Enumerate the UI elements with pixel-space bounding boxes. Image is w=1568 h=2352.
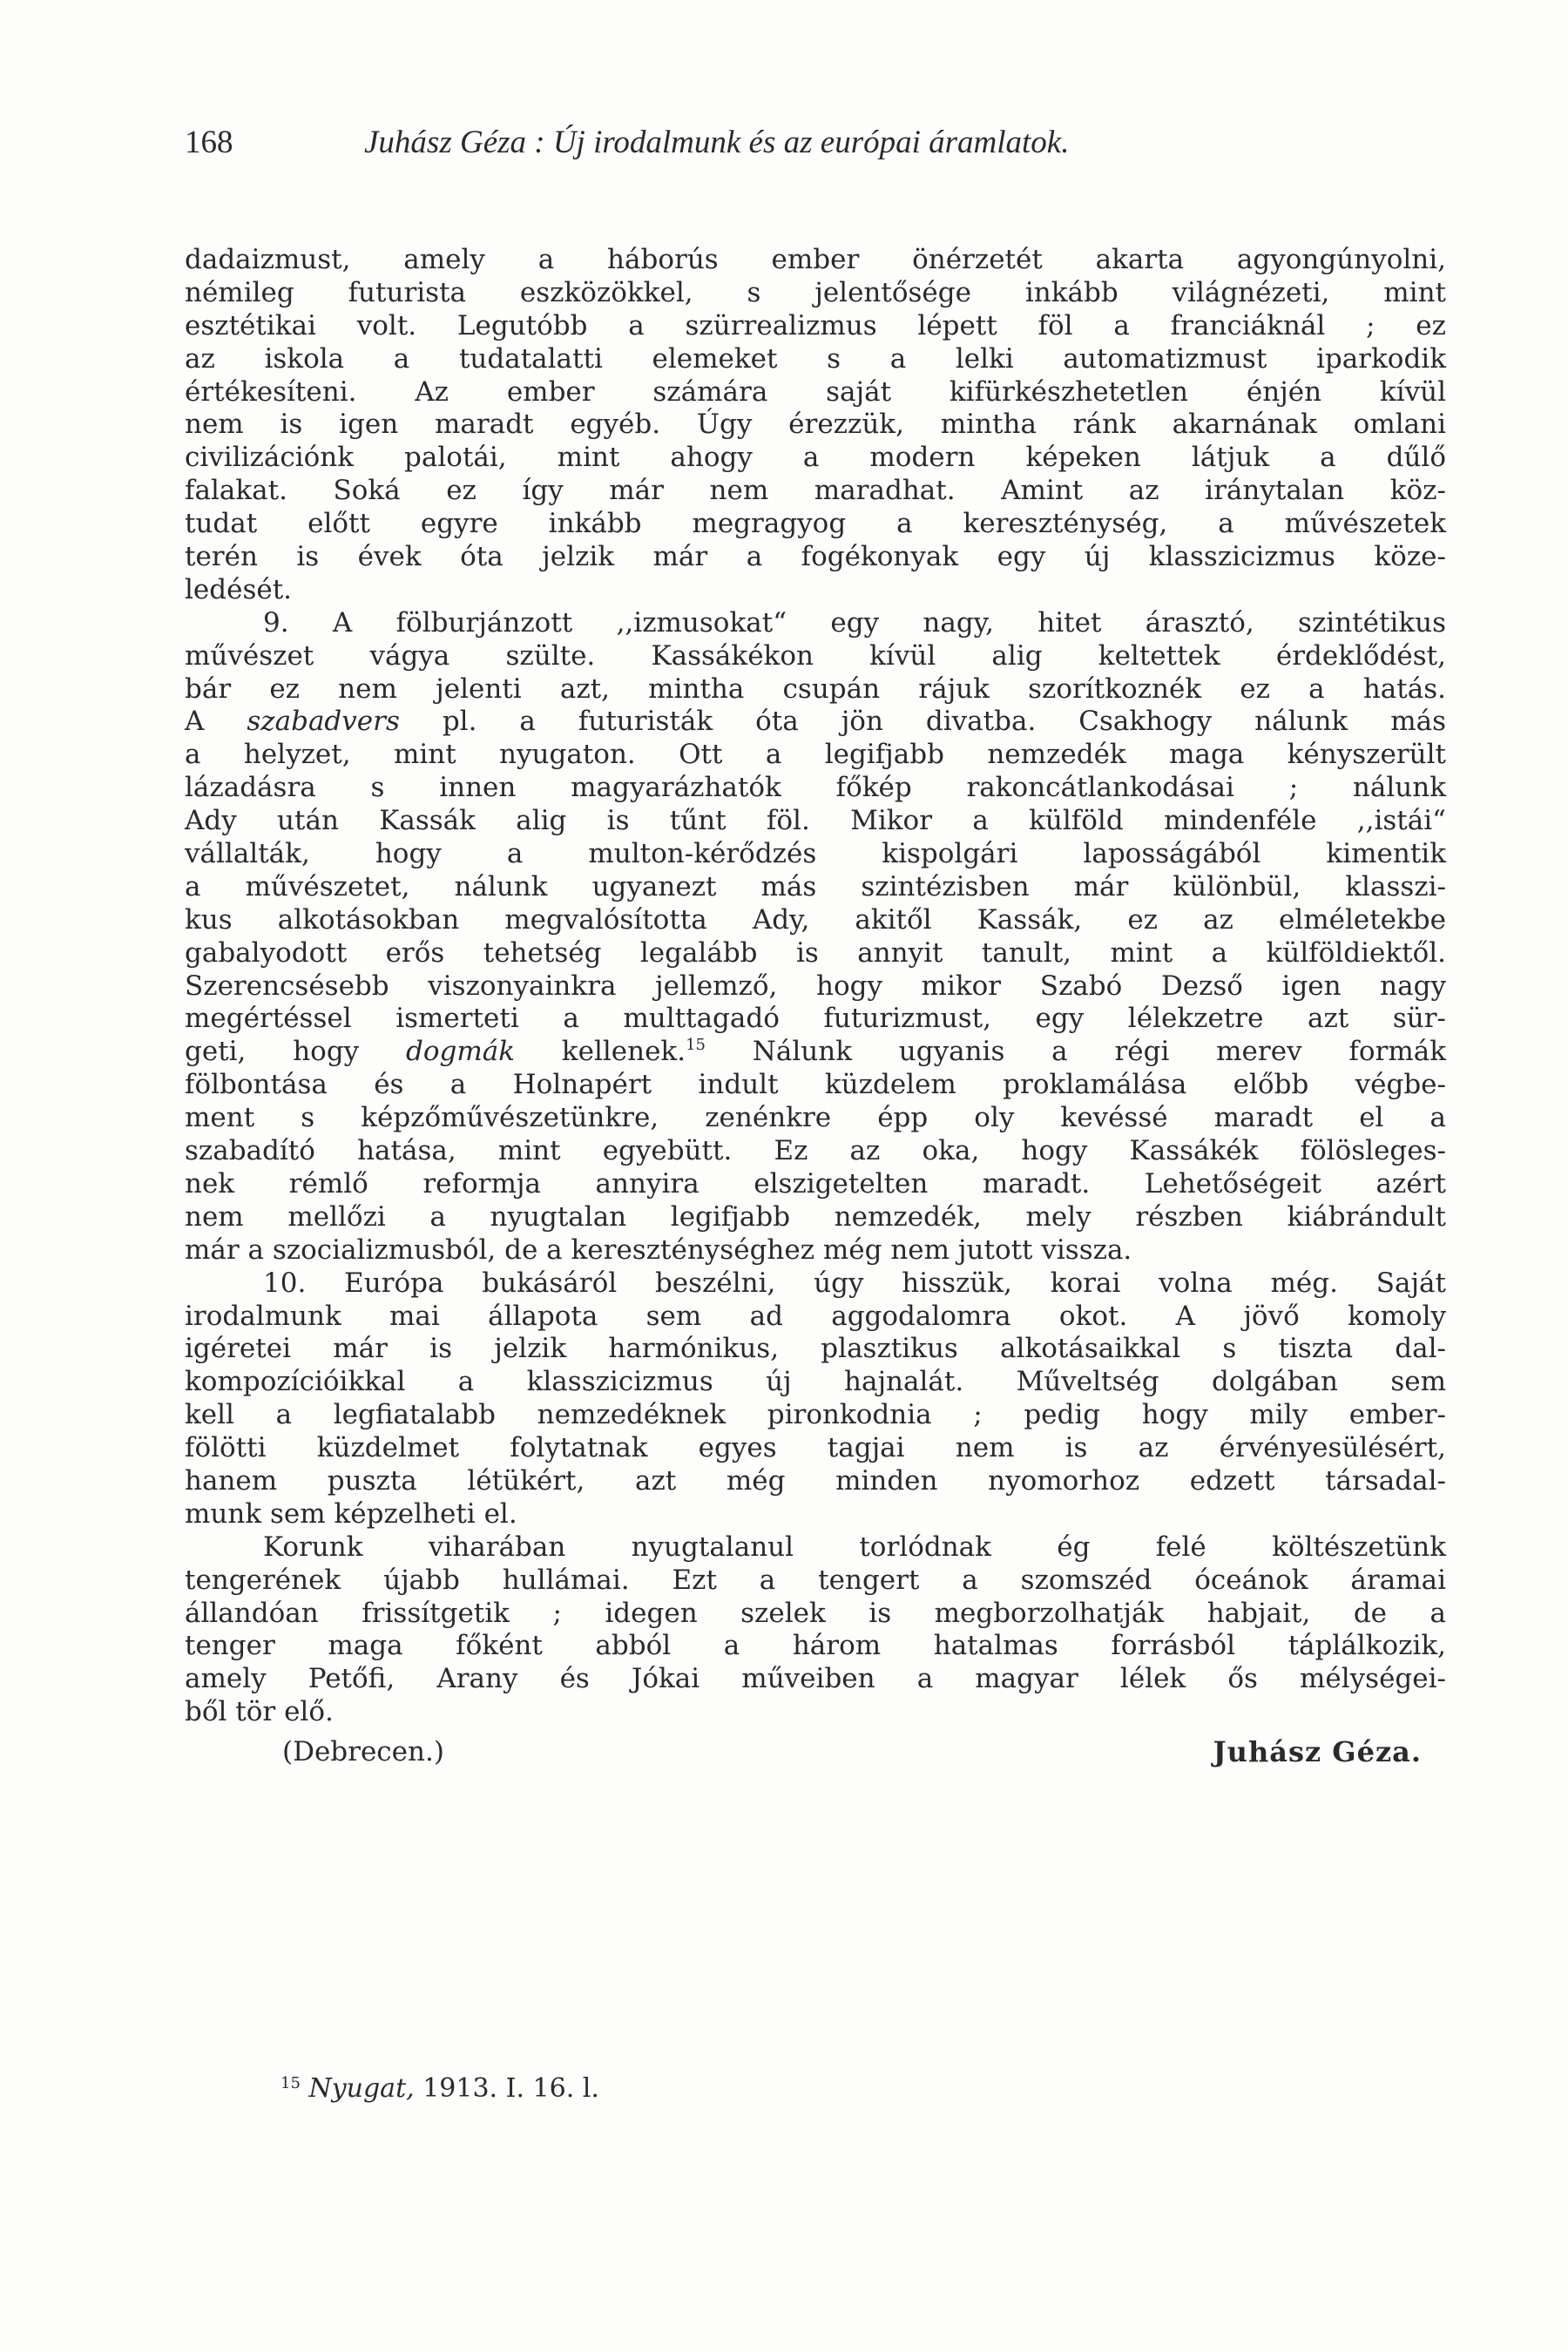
text-line: hanem puszta létükért, azt még minden nyomorhoz edzett társadal- [185, 1464, 1446, 1497]
footnote-marker[interactable]: 15 [686, 1036, 706, 1055]
text-line: 10. Európa bukásáról beszélni, úgy hisszük, korai volna még. Saját [263, 1267, 1446, 1299]
text-line: kompozícióikkal a klasszicizmus új hajnalát. Műveltség dolgában sem [185, 1366, 1446, 1398]
text-fragment: pl. a futuristák óta jön divatba. Csakhogy nálunk más [399, 706, 1446, 738]
signature-row [185, 1736, 1446, 1787]
text-line: amely Petőfi, Arany és Jókai műveiben a magyar lélek ős mélységei- [185, 1663, 1446, 1695]
text-line: nek rémlő reformja annyira elszigetelten maradt. Lehetőségeit azért [185, 1167, 1446, 1200]
text-line: civilizációnk palotái, mint ahogy a modern képeken látjuk a dűlő [185, 442, 1446, 474]
text-fragment: Nálunk ugyanis a régi merev formák [705, 1036, 1446, 1068]
text-line: kus alkotásokban megvalósította Ady, akitől Kassák, ez az elméletekbe [185, 903, 1446, 936]
text-line: Korunk viharában nyugtalanul torlódnak ég felé költészetünk [263, 1531, 1446, 1563]
text-line: a helyzet, mint nyugaton. Ott a legifjabb nemzedék maga kényszerült [185, 739, 1446, 771]
page-number: 168 [185, 125, 233, 160]
text-line [185, 706, 1446, 739]
text-line: az iskola a tudatalatti elemeket s a lelki automatizmust iparkodik [185, 342, 1446, 375]
text-line: értékesíteni. Az ember számára saját kifürkészhetetlen énjén kívül [185, 375, 1446, 408]
running-header [185, 117, 1439, 169]
text-line: gabalyodott erős tehetség legalább is annyit tanult, mint a külföldiektől. [185, 936, 1446, 969]
running-title: Juhász Géza : Új irodalmunk és az európai áramlatok. [364, 125, 1070, 160]
text-fragment: A [185, 706, 247, 738]
footnote-source: Nyugat, [308, 2073, 415, 2104]
italic-term: dogmák [406, 1036, 516, 1068]
text-line: lázadásra s innen magyarázhatók főkép rakoncátlankodásai ; nálunk [185, 772, 1446, 804]
text-line: munk sem képzelheti el. [185, 1497, 517, 1530]
text-line: tudat előtt egyre inkább megragyog a kereszténység, a művészetek [185, 508, 1446, 540]
text-line: Szerencsésebb viszonyainkra jellemző, hogy mikor Szabó Dezső igen nagy [185, 970, 1446, 1002]
text-fragment: geti, hogy [185, 1036, 406, 1068]
place-of-writing: (Debrecen.) [282, 1736, 444, 1768]
footnote-number: 15 [280, 2074, 301, 2092]
text-line: igéretei már is jelzik harmónikus, plasztikus alkotásaikkal s tiszta dal- [185, 1333, 1446, 1365]
text-line: nem mellőzi a nyugtalan legifjabb nemzedék, mely részben kiábrándult [185, 1200, 1446, 1233]
footnote [280, 2073, 599, 2104]
italic-term: szabadvers [247, 706, 400, 738]
text-line [185, 1036, 1446, 1069]
text-line: kell a legfiatalabb nemzedéknek pironkodnia ; pedig hogy mily ember- [185, 1399, 1446, 1431]
text-line: 9. A fölburjánzott ,,izmusokat“ egy nagy, hitet árasztó, szintétikus [263, 606, 1446, 639]
text-line: vállalták, hogy a multon-kérődzés kispolgári laposságából kimentik [185, 838, 1446, 870]
text-line: állandóan frissítgetik ; idegen szelek is megborzolhatják habjait, de a [185, 1597, 1446, 1629]
text-line: tengerének újabb hullámai. Ezt a tengert a szomszéd óceánok áramai [185, 1564, 1446, 1596]
text-line: ből tör elő. [185, 1696, 334, 1728]
text-line: dadaizmust, amely a háborús ember önérzetét akarta agyongúnyolni, [185, 244, 1446, 275]
body-text [185, 244, 1446, 1787]
paragraph-1 [185, 244, 1446, 607]
text-line: megértéssel ismerteti a multtagadó futurizmust, egy lélekzetre azt sür- [185, 1003, 1446, 1035]
author-signature: Juhász Géza. [1213, 1735, 1422, 1769]
text-line: falakat. Soká ez így már nem maradhat. Amint az iránytalan köz- [185, 475, 1446, 507]
paragraph-9 [185, 607, 1446, 1267]
text-line: fölbontása és a Holnapért indult küzdelem proklamálása előbb végbe- [185, 1069, 1446, 1101]
text-line: szabadító hatása, mint egyebütt. Ez az oka, hogy Kassákék fölösleges- [185, 1135, 1446, 1167]
text-line: Ady után Kassák alig is tűnt föl. Mikor a külföld mindenféle ,,istái“ [185, 805, 1446, 837]
text-line: némileg futurista eszközökkel, s jelentősége inkább világnézeti, mint [185, 276, 1446, 308]
text-line: tenger maga főként abból a három hatalmas forrásból táplálkozik, [185, 1630, 1446, 1662]
text-fragment: kellenek. [515, 1036, 686, 1068]
text-line: ment s képzőművészetünkre, zenénkre épp oly kevéssé maradt el a [185, 1102, 1446, 1134]
text-line: művészet vágya szülte. Kassákékon kívül alig keltettek érdeklődést, [185, 639, 1446, 672]
text-line: ledését. [185, 573, 293, 605]
paragraph-10 [185, 1267, 1446, 1531]
text-line: esztétikai volt. Legutóbb a szürrealizmus lépett föl a franciáknál ; ez [185, 309, 1446, 341]
text-line: terén is évek óta jelzik már a fogékonyak egy új klasszicizmus köze- [185, 541, 1446, 573]
text-line: a művészetet, nálunk ugyanezt más szintézisben már különbül, klasszi- [185, 870, 1446, 902]
text-line: már a szocializmusból, de a kereszténységhez még nem jutott vissza. [185, 1233, 1132, 1266]
text-line: nem is igen maradt egyéb. Úgy érezzük, mintha ránk akarnának omlani [185, 409, 1446, 441]
text-line: bár ez nem jelenti azt, mintha csupán rájuk szorítkoznék ez a hatás. [185, 672, 1446, 705]
footnote-details: 1913. I. 16. l. [414, 2073, 599, 2104]
paragraph-closing [185, 1531, 1446, 1729]
text-line: fölötti küzdelmet folytatnak egyes tagjai nem is az érvényesülésért, [185, 1432, 1446, 1464]
text-line: irodalmunk mai állapota sem ad aggodalomra okot. A jövő komoly [185, 1300, 1446, 1332]
